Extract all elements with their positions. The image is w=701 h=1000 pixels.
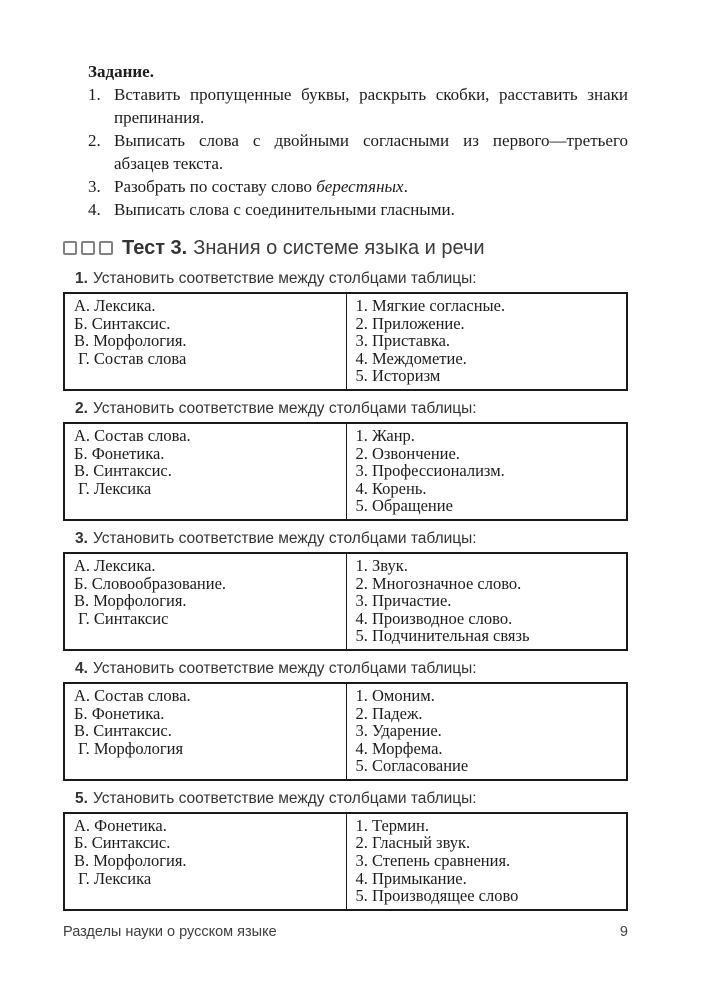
right-option: 4. Производное слово. — [355, 608, 513, 628]
right-option: 3. Профессионализм. — [355, 461, 505, 481]
right-option: 3. Приставка. — [355, 331, 451, 351]
table-left-column — [65, 424, 346, 519]
left-option: Б. Синтаксис. — [74, 833, 171, 853]
task-item-number: 3. — [88, 177, 101, 196]
left-option: Г. Лексика — [78, 868, 152, 888]
question-number: 2. — [75, 399, 88, 417]
checkbox-square-icon — [63, 241, 77, 255]
task-item-text: Вставить пропущенные буквы, раскрыть скобки, расставить знаки препинания. — [114, 85, 628, 127]
question-prompt: 4. Установить соответствие между столбцами таблицы: — [75, 659, 477, 677]
right-option: 5. Обращение — [355, 496, 453, 516]
left-option: В. Синтаксис. — [74, 461, 172, 481]
left-option: А. Состав слова. — [74, 425, 191, 445]
task-item — [88, 83, 628, 129]
left-option: Г. Морфология — [78, 738, 184, 758]
table-right-column — [346, 424, 627, 519]
table-right-column — [346, 814, 627, 909]
right-option: 4. Морфема. — [355, 738, 443, 758]
left-option: А. Лексика. — [74, 296, 156, 315]
table-right-column — [346, 294, 627, 389]
task-item — [88, 198, 628, 221]
matching-table — [63, 292, 628, 391]
table-left-column — [65, 684, 346, 779]
right-option: 3. Причастие. — [355, 591, 452, 611]
left-option: Г. Состав слова — [78, 348, 187, 368]
right-option: 4. Примыкание. — [355, 868, 467, 888]
question-block — [63, 660, 628, 781]
table-left-column — [65, 294, 346, 389]
right-option: 1. Мягкие согласные. — [355, 296, 506, 315]
task-item — [88, 175, 628, 198]
left-option: В. Морфология. — [74, 331, 187, 351]
left-option: Б. Синтаксис. — [74, 313, 171, 333]
page-footer — [63, 924, 628, 940]
question-block — [63, 530, 628, 651]
task-item-text: Разобрать по составу слово берестяных. — [114, 177, 408, 196]
right-option: 5. Историзм — [355, 366, 441, 386]
left-option: Б. Фонетика. — [74, 443, 165, 463]
right-option: 5. Подчинительная связь — [355, 626, 530, 646]
checkbox-square-icon — [81, 241, 95, 255]
right-option: 1. Звук. — [355, 555, 408, 575]
left-option: Б. Фонетика. — [74, 703, 165, 723]
question-block — [63, 790, 628, 911]
checkbox-squares-icon — [63, 241, 113, 255]
table-right-column — [346, 684, 627, 779]
right-option: 1. Термин. — [355, 815, 430, 835]
test-title: Знания о системе языка и речи — [193, 237, 485, 259]
left-option: Г. Лексика — [78, 478, 152, 498]
right-option: 5. Производящее слово — [355, 886, 519, 906]
left-option: А. Лексика. — [74, 555, 156, 575]
left-option: В. Синтаксис. — [74, 721, 172, 741]
question-block — [63, 400, 628, 521]
task-title: Задание. — [88, 62, 154, 81]
task-item-number: 4. — [88, 200, 101, 219]
matching-table — [63, 682, 628, 781]
running-title: Разделы науки о русском языке — [63, 923, 277, 940]
right-option: 1. Омоним. — [355, 685, 435, 705]
question-prompt: 3. Установить соответствие между столбцами таблицы: — [75, 529, 477, 547]
left-option: Г. Синтаксис — [78, 608, 169, 628]
right-option: 2. Падеж. — [355, 703, 423, 723]
question-number: 3. — [75, 529, 88, 547]
left-option: А. Состав слова. — [74, 685, 191, 705]
question-prompt: 2. Установить соответствие между столбцами таблицы: — [75, 399, 477, 417]
task-section — [88, 60, 628, 221]
matching-table — [63, 422, 628, 521]
left-option: В. Морфология. — [74, 591, 187, 611]
right-option: 2. Озвончение. — [355, 443, 460, 463]
right-option: 5. Согласование — [355, 756, 469, 776]
question-number: 5. — [75, 789, 88, 807]
matching-table — [63, 812, 628, 911]
table-left-column — [65, 814, 346, 909]
task-item — [88, 129, 628, 175]
right-option: 4. Междометие. — [355, 348, 467, 368]
question-prompt: 1. Установить соответствие между столбцами таблицы: — [75, 270, 477, 287]
task-item-text: Выписать слова с двойными согласными из первого—третьего абзацев текста. — [114, 131, 628, 173]
page-number: 9 — [619, 923, 628, 940]
table-left-column — [65, 554, 346, 649]
test-heading — [63, 235, 628, 261]
right-option: 2. Многозначное слово. — [355, 573, 522, 593]
left-option: Б. Словообразование. — [74, 573, 227, 593]
table-right-column — [346, 554, 627, 649]
question-number: 4. — [75, 659, 88, 677]
left-option: А. Фонетика. — [74, 815, 167, 835]
task-item-number: 2. — [88, 131, 101, 150]
right-option: 1. Жанр. — [355, 425, 415, 445]
right-option: 3. Ударение. — [355, 721, 442, 741]
right-option: 2. Гласный звук. — [355, 833, 471, 853]
task-item-number: 1. — [88, 85, 101, 104]
question-number: 1. — [75, 270, 88, 287]
right-option: 3. Степень сравнения. — [355, 851, 511, 871]
question-block — [63, 270, 628, 391]
right-option: 4. Корень. — [355, 478, 427, 498]
question-prompt: 5. Установить соответствие между столбцами таблицы: — [75, 789, 477, 807]
test-label: Тест 3. — [122, 237, 188, 259]
matching-table — [63, 552, 628, 651]
checkbox-square-icon — [99, 241, 113, 255]
task-item-text: Выписать слова с соединительными гласными. — [114, 200, 455, 219]
left-option: В. Морфология. — [74, 851, 187, 871]
right-option: 2. Приложение. — [355, 313, 465, 333]
